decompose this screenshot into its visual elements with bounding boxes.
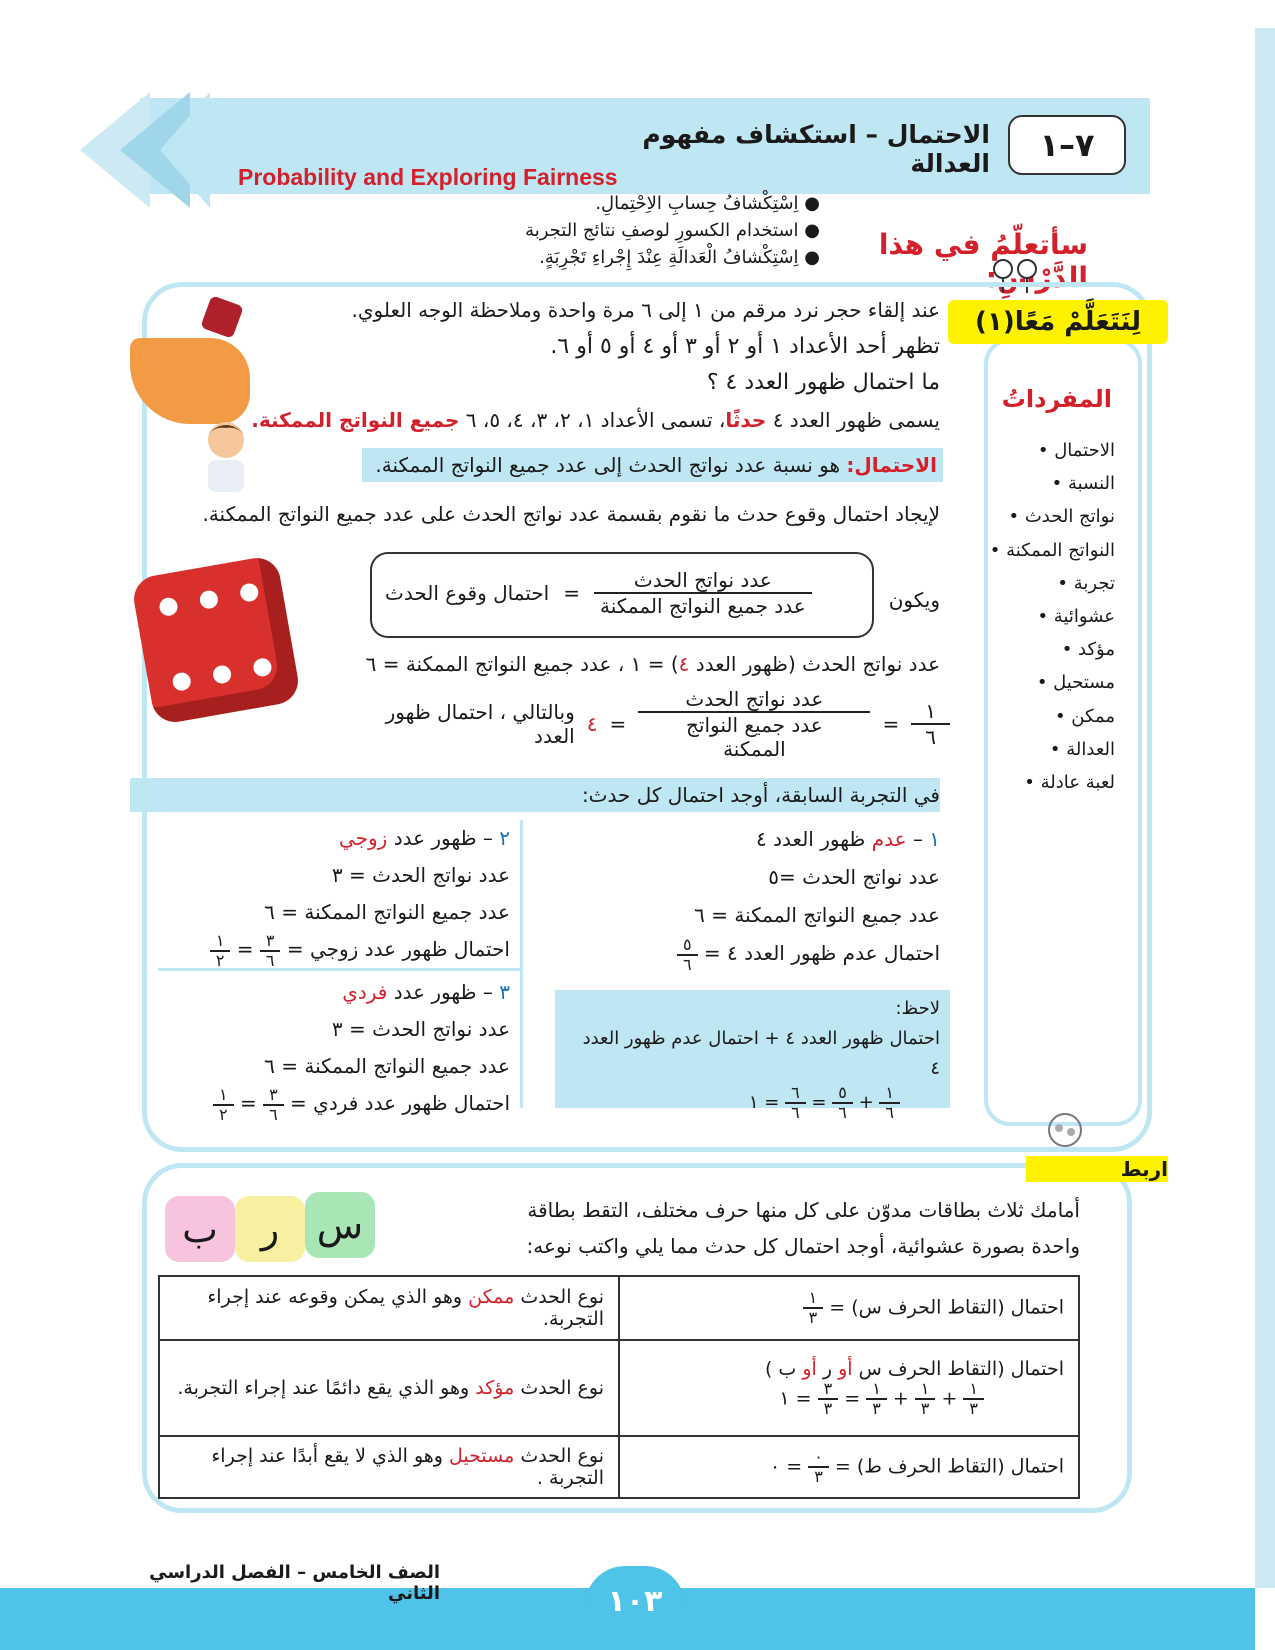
fraction-numerator: ٥	[838, 1083, 847, 1102]
example-number: ١	[929, 827, 940, 851]
fraction-numerator: ١	[885, 1083, 894, 1102]
objective-item: ● اِسْتِكْشافُ حِسابِ الاِحْتِمالِ.	[490, 190, 820, 217]
vocabulary-list	[975, 434, 1115, 799]
objective-item: ● اِسْتِكْشافُ الْعَدالَةِ عِنْدَ إِجْراءِ تَجْرِبَةٍ.	[490, 244, 820, 271]
count-text-b: ) = ١ ، عدد جميع النواتج الممكنة = ٦	[365, 652, 679, 676]
chevron-decoration	[160, 92, 210, 208]
example-title-text: ظهور العدد ٤	[756, 827, 866, 851]
lesson-number: ٧–١	[1008, 115, 1126, 175]
formula-numerator: عدد نواتج الحدث	[633, 568, 772, 592]
fraction-denominator: ٦	[832, 1102, 853, 1122]
vocab-item: النواتج الممكنة •	[975, 534, 1115, 567]
table-cell	[619, 1340, 1079, 1436]
objectives-label: سأتعلّمُ في هذا الدَّرْسِ:	[878, 228, 1088, 294]
example-number: ٢	[499, 826, 510, 850]
fraction	[213, 1086, 234, 1124]
fraction-denominator: ٦	[677, 954, 698, 974]
fraction	[866, 1380, 887, 1418]
prob-label: احتمال (التقاط الحرف س) =	[829, 1296, 1064, 1319]
fraction-numerator: ١	[215, 930, 225, 950]
prob-label	[634, 1358, 1064, 1380]
method-text: لإيجاد احتمال وقوع حدث ما نقوم بقسمة عدد نواتج الحدث على عدد جميع النواتج الممكنة.	[202, 502, 940, 526]
note-label: لاحظ:	[895, 998, 940, 1019]
prob-label: احتمال (التقاط الحرف ط) =	[834, 1455, 1064, 1478]
fraction-denominator: ٦	[911, 723, 950, 749]
example-result: احتمال ظهور عدد زوجي = $\frac{٣}{٦}$ = $\frac{١}{٢}$	[160, 931, 510, 970]
fraction	[963, 1380, 984, 1418]
connect-text-line: واحدة بصورة عشوائية، أوجد احتمال كل حدث مما يلي واكتب نوعه:	[526, 1234, 1080, 1258]
fraction-denominator: ٢	[210, 950, 231, 970]
plus-sign: +	[892, 1387, 909, 1410]
example-2	[160, 820, 510, 970]
fraction-numerator: ١	[219, 1084, 228, 1104]
event-text-b: ، تسمى الأعداد ١، ٢، ٣، ٤، ٥، ٦	[465, 408, 726, 432]
example-line: عدد جميع النواتج الممكنة = ٦	[264, 900, 510, 924]
therefore-four: ٤	[586, 712, 598, 736]
table-cell	[159, 1276, 619, 1340]
table-cell	[619, 1276, 1079, 1340]
type-keyword: ممكن	[468, 1286, 515, 1308]
fraction-numerator: ١	[872, 1379, 881, 1398]
example-result: احتمال ظهور عدد فردي = $\frac{٣}{٦}$ = $\frac{١}{٢}$	[160, 1085, 510, 1124]
example-title-text: ظهور عدد	[393, 826, 477, 850]
fraction-denominator: ٣	[866, 1398, 887, 1418]
event-definition	[240, 408, 940, 432]
fraction-denominator: ٣	[818, 1398, 839, 1418]
sum-result: = ١	[779, 1387, 812, 1410]
die-icon	[130, 554, 301, 725]
card-ra: ر	[235, 1196, 305, 1262]
prob-result: = ٠	[770, 1455, 803, 1478]
example-line: عدد نواتج الحدث = ٣	[331, 1017, 510, 1041]
result-label: احتمال ظهور عدد فردي =	[290, 1091, 510, 1115]
objective-item: ● استخدام الكسورِ لوصفِ نتائج التجربة	[490, 217, 820, 244]
connect-label: اربط	[1026, 1156, 1168, 1182]
count-four: ٤	[678, 652, 690, 676]
vocab-item: نواتج الحدث •	[975, 500, 1115, 533]
fraction-numerator: عدد نواتج الحدث	[685, 687, 824, 711]
fraction	[785, 1084, 806, 1122]
plus-sign: +	[941, 1387, 958, 1410]
fraction	[263, 1086, 284, 1124]
vocab-item: الاحتمال •	[975, 434, 1115, 467]
examples-prompt: في التجربة السابقة، أوجد احتمال كل حدث:	[130, 778, 940, 812]
fraction-denominator: ٦	[263, 1104, 284, 1124]
fraction-numerator: ١	[969, 1379, 978, 1398]
result-label: احتمال ظهور عدد زوجي =	[286, 937, 510, 961]
lesson-title-en: Probability and Exploring Fairness	[238, 164, 618, 190]
example-3-title: ٣ – ظهور عدد فردي	[342, 980, 510, 1004]
type-label: نوع الحدث	[520, 1445, 604, 1467]
therefore-line	[340, 684, 950, 764]
prob-text: ب )	[764, 1358, 797, 1380]
footer-grade: الصف الخامس – الفصل الدراسي الثاني	[149, 1562, 440, 1604]
example-1	[560, 820, 940, 974]
fraction	[260, 932, 281, 970]
note-line: احتمال ظهور العدد ٤ + احتمال عدم ظهور العدد ٤	[582, 1028, 940, 1079]
connect-text	[430, 1192, 1080, 1264]
formula	[385, 558, 855, 628]
example-line: عدد نواتج الحدث =٥	[768, 865, 940, 889]
column-divider	[520, 820, 523, 1108]
table-row	[159, 1436, 1079, 1498]
vocab-item: تجربة •	[975, 567, 1115, 600]
fraction-denominator: ٦	[260, 950, 281, 970]
definition-text: هو نسبة عدد نواتج الحدث إلى عدد جميع النواتج الممكنة.	[375, 453, 841, 477]
equals-sign: =	[844, 1387, 861, 1410]
vocab-item: لعبة عادلة •	[975, 766, 1115, 799]
type-keyword: مستحيل	[449, 1445, 515, 1467]
fraction-denominator: ٣	[963, 1398, 984, 1418]
table-row	[159, 1276, 1079, 1340]
vocab-item: مستحيل •	[975, 666, 1115, 699]
vocabulary-title: المفرداتُ	[1001, 385, 1112, 413]
count-line	[300, 652, 940, 676]
example-line: عدد جميع النواتج الممكنة = ٦	[694, 903, 940, 927]
and-it-is-text: ويكون	[888, 588, 940, 612]
note-sum	[570, 1084, 940, 1122]
learn-together-label: لِنَتَعَلَّمْ مَعًا(١)	[948, 300, 1168, 344]
table-row	[159, 1340, 1079, 1436]
result-fraction	[911, 699, 950, 749]
type-description: وهو الذي لا يقع أبدًا عند إجراء التجربة .	[211, 1445, 604, 1489]
table-cell	[159, 1436, 619, 1498]
fraction-numerator: ١	[925, 699, 936, 723]
vocab-item: مؤكد •	[975, 633, 1115, 666]
vocab-item: ممكن •	[975, 700, 1115, 733]
vocab-item: العدالة •	[975, 733, 1115, 766]
outcomes-word: جميع النواتج الممكنة.	[251, 408, 460, 432]
vocab-item: عشوائية •	[975, 600, 1115, 633]
fraction-numerator: ٣	[265, 930, 275, 950]
fraction-numerator: ٣	[823, 1379, 833, 1398]
fraction-denominator: ٣	[808, 1466, 829, 1486]
or-word: أو	[802, 1358, 817, 1380]
example-keyword: زوجي	[338, 826, 388, 850]
fraction-numerator: ٠	[814, 1447, 823, 1466]
prob-text: احتمال (التقاط الحرف س	[858, 1358, 1064, 1380]
card-seen: س	[305, 1192, 375, 1258]
fraction-denominator: ٣	[915, 1398, 936, 1418]
therefore-text: وبالتالي ، احتمال ظهور العدد	[385, 700, 575, 748]
example-1-title: ١ – عدم ظهور العدد ٤	[756, 827, 940, 851]
card-ba: ب	[165, 1196, 235, 1262]
lesson-title: الاحتمال – استكشاف مفهوم العدالة	[642, 120, 990, 178]
result-fraction	[677, 936, 698, 974]
example-line: عدد جميع النواتج الممكنة = ٦	[264, 1054, 510, 1078]
type-keyword: مؤكد	[475, 1377, 515, 1399]
result-label: احتمال عدم ظهور العدد ٤ =	[703, 941, 940, 965]
equals-sign: =	[563, 581, 580, 605]
table-cell	[619, 1436, 1079, 1498]
intro-text: عند إلقاء حجر نرد مرقم من ١ إلى ٦ مرة واحدة وملاحظة الوجه العلوي.	[351, 298, 940, 322]
or-word: أو	[838, 1358, 853, 1380]
fraction	[879, 1084, 900, 1122]
fraction-numerator: ٦	[791, 1083, 800, 1102]
fraction	[210, 932, 231, 970]
example-2-title: ٢ – ظهور عدد زوجي	[338, 826, 510, 850]
fraction-numerator: ١	[920, 1379, 930, 1398]
note-content	[570, 994, 940, 1122]
outcomes-text: تظهر أحد الأعداد ١ أو ٢ أو ٣ أو ٤ أو ٥ أو ٦.	[550, 334, 940, 359]
count-text-a: عدد نواتج الحدث (ظهور العدد	[695, 652, 940, 676]
note-result: = ١	[748, 1092, 780, 1113]
example-result	[560, 934, 940, 974]
therefore-fraction	[638, 687, 870, 761]
equals-sign: =	[882, 712, 900, 736]
question-text: ما احتمال ظهور العدد ٤ ؟	[706, 370, 940, 395]
type-label: نوع الحدث	[520, 1286, 604, 1308]
page-edge-strip	[1255, 28, 1275, 1588]
type-description: وهو الذي يقع دائمًا عند إجراء التجربة.	[177, 1377, 470, 1399]
fraction-denominator: عدد جميع النواتج الممكنة	[638, 711, 870, 761]
fraction-denominator: ٦	[785, 1102, 806, 1122]
probability-definition	[362, 448, 943, 482]
example-keyword: فردي	[342, 980, 388, 1004]
prob-text: ر	[822, 1358, 833, 1380]
formula-lhs: احتمال وقوع الحدث	[385, 581, 550, 605]
fraction-numerator: ٥	[682, 934, 692, 954]
equals-sign: =	[609, 712, 627, 736]
example-3	[160, 974, 510, 1124]
equals-sign: =	[811, 1092, 827, 1113]
fraction-denominator: ٦	[879, 1102, 900, 1122]
event-word: حدثًا	[725, 408, 767, 432]
fraction	[818, 1380, 839, 1418]
fraction-numerator: ١	[808, 1288, 818, 1307]
example-keyword: عدم	[871, 827, 907, 851]
page-number: ١٠٣	[585, 1566, 685, 1636]
fraction-denominator: ٣	[803, 1307, 824, 1327]
fraction	[915, 1380, 936, 1418]
event-text: يسمى ظهور العدد ٤	[772, 408, 940, 432]
objectives-list	[490, 190, 820, 271]
example-title-text: ظهور عدد	[393, 980, 477, 1004]
sum-expression	[634, 1380, 1064, 1418]
fraction-numerator: ٣	[269, 1084, 278, 1104]
table-cell	[159, 1340, 619, 1436]
fraction	[832, 1084, 853, 1122]
vocab-item: النسبة •	[975, 467, 1115, 500]
formula-fraction	[594, 568, 812, 618]
kids-gears-icon	[1040, 1110, 1090, 1156]
definition-term: الاحتمال:	[846, 453, 937, 477]
events-table	[158, 1275, 1080, 1499]
connect-text-line: أمامك ثلاث بطاقات مدوّن على كل منها حرف مختلف، التقط بطاقة	[527, 1198, 1080, 1222]
formula-denominator: عدد جميع النواتج الممكنة	[594, 592, 812, 618]
example-number: ٣	[499, 980, 510, 1004]
fraction	[808, 1448, 829, 1486]
type-label: نوع الحدث	[520, 1377, 604, 1399]
fraction-denominator: ٢	[213, 1104, 234, 1124]
plus-sign: +	[858, 1092, 874, 1113]
example-line: عدد نواتج الحدث = ٣	[331, 863, 510, 887]
fraction	[803, 1289, 824, 1327]
type-description: وهو الذي يمكن وقوعه عند إجراء التجربة.	[207, 1286, 604, 1330]
